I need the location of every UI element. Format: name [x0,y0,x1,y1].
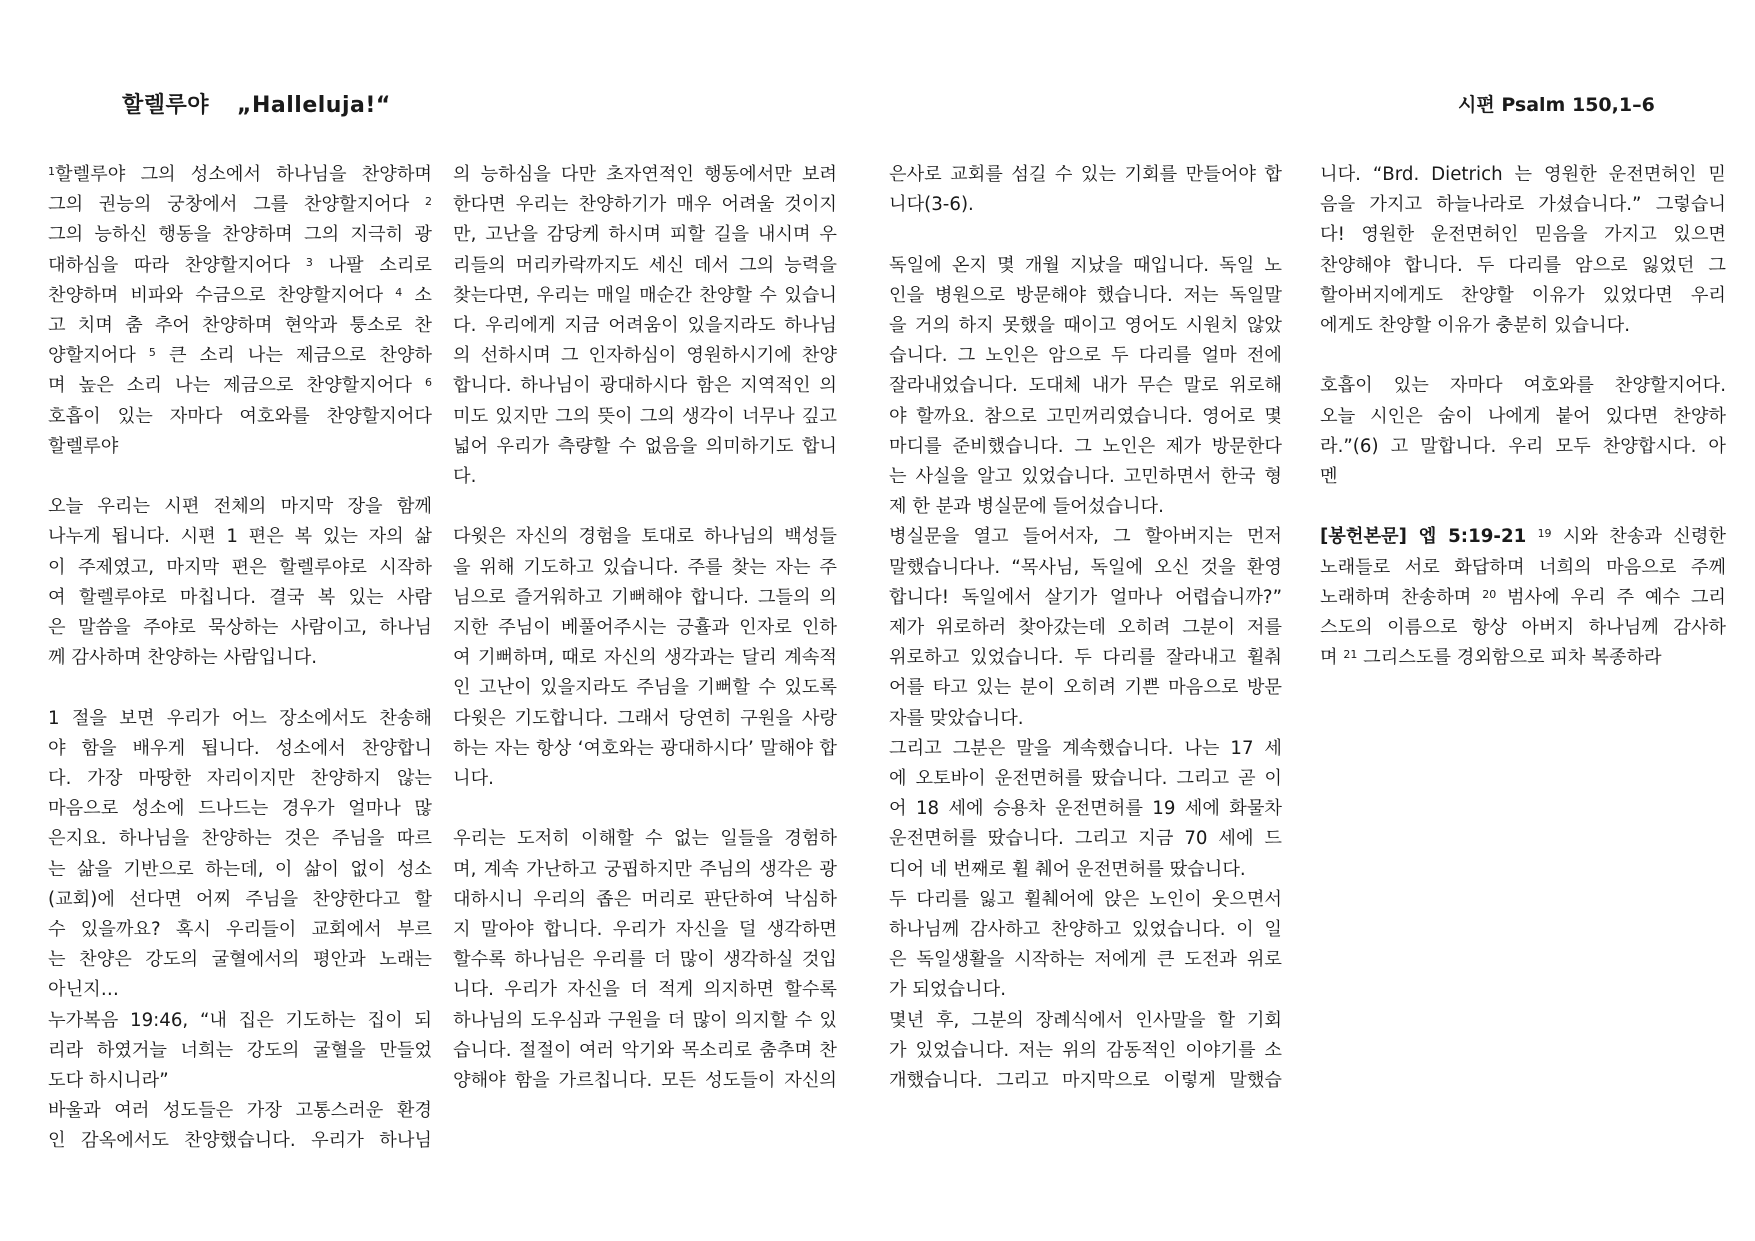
text-line [453,251,837,281]
line-text: 가 되었습니다. [889,979,1006,1001]
line-text: 음을 가지고 하늘나라로 가셨습니다.” 그렇습니 [1320,194,1726,216]
text-line [1320,613,1726,643]
line-text: 을 거의 하지 못했을 때이고 영어도 시원치 않았 [889,315,1282,336]
line-text: 는 삶을 기반으로 하는데, 이 삶이 없이 성소 [48,858,432,880]
line-text: 대하심을 따라 찬양할지어다 [48,254,291,276]
text-line [889,432,1282,462]
line-text: 은사로 교회를 섬길 수 있는 기회를 만들어야 합 [889,164,1282,185]
text-line [889,945,1282,975]
line-text: 며 높은 소리 나는 제금으로 찬양할지어다 [48,375,412,397]
line-text: 의 능하심을 다만 초자연적인 행동에서만 보려 [453,164,837,185]
line-text: 1 절을 보면 우리가 어느 장소에서도 찬송해 [48,707,432,729]
text-line [453,734,837,764]
text-line [48,1066,432,1096]
line-text: 다윗은 자신의 경험을 토대로 하나님의 백성들 [453,526,837,548]
text-line [1320,402,1726,432]
line-text: 호흡이 있는 자마다 여호와를 찬양할지어다. [1320,375,1726,397]
line-text: 양해야 함을 가르칩니다. 모든 성도들이 자신의 [453,1070,837,1092]
text-line [453,764,837,794]
text-line [453,975,837,1005]
line-text: 한다면 우리는 찬양하기가 매우 어려울 것이지 [453,194,837,216]
text-line [889,885,1282,915]
text-line [1320,522,1726,552]
line-text: 인 고난이 있을지라도 주님을 기뻐할 수 있도록 [453,677,837,699]
line-text: 다. [453,466,477,488]
text-line [453,613,837,643]
scripture-reference: 시편 Psalm 150,1–6 [1458,94,1655,116]
line-text: 다. 우리에게 지금 어려움이 있을지라도 하나님 [453,315,837,337]
line-text: 야 함을 배우게 됩니다. 성소에서 찬양합니 [48,737,432,759]
line-text: 누가복음 19:46, “내 집은 기도하는 집이 되 [48,1009,432,1031]
offering-text-label: [봉헌본문] 엡 5:19-21 [1320,526,1527,548]
text-line [48,492,432,522]
verse-number: 19 [1537,527,1552,541]
line-text: 습니다. 절절이 여러 악기와 목소리로 춤추며 찬 [453,1039,837,1061]
line-text: 멘 [1320,466,1338,488]
line-text: 말했습니다나. “목사님, 독일에 오신 것을 환영 [889,556,1282,578]
text-line [453,704,837,734]
text-line [453,220,837,250]
line-text: 병실문을 열고 들어서자, 그 할아버지는 먼저 [889,526,1282,548]
line-text: 다윗은 기도합니다. 그래서 당연히 구원을 사랑 [453,707,837,729]
text-line [48,1126,432,1156]
line-text: 대하시니 우리의 좁은 머리로 판단하여 낙심하 [453,888,837,910]
text-line [48,553,432,583]
line-text: 잘라내었습니다. 도대체 내가 무슨 말로 위로해 [889,375,1282,397]
line-text: 독일에 온지 몇 개월 지났을 때입니다. 독일 노 [889,254,1282,276]
text-line [48,855,432,885]
text-line [48,432,432,462]
text-line [453,341,837,371]
text-line [48,371,432,401]
text-line [48,190,432,220]
verse-number: 2 [425,195,432,209]
text-line [889,613,1282,643]
line-text: 몇년 후, 그분의 장례식에서 인사말을 할 기회 [889,1009,1282,1031]
line-text: 은 말씀을 주야로 묵상하는 사람이고, 하나님 [48,617,432,639]
text-line [453,643,837,673]
text-line [48,583,432,613]
line-text: 오늘 시인은 숨이 나에게 붙어 있다면 찬양하 [1320,405,1726,427]
verse-number: 3 [305,255,313,269]
line-text: 그의 능하신 행동을 찬양하며 그의 지극히 광 [48,224,432,246]
paragraph-spacer [1320,341,1726,371]
line-text: 나누게 됩니다. 시편 1 편은 복 있는 자의 삶 [48,526,432,548]
line-text: 합니다! 독일에서 살기가 얼마나 어렵습니까?” [889,586,1282,608]
text-line [48,975,432,1005]
line-text: 할렐루야 [48,435,119,457]
line-text: 며, 계속 가난하고 궁핍하지만 주님의 생각은 광 [453,858,837,880]
verse-number: 5 [148,346,156,360]
line-text: 라.”(6) 고 말합니다. 우리 모두 찬양합시다. 아 [1320,435,1726,457]
line-text: 에 오토바이 운전면허를 땄습니다. 그리고 곧 이 [889,768,1282,790]
text-line [453,311,837,341]
line-text: 며 [1320,647,1338,669]
line-text: 도다 하시니라” [48,1070,169,1092]
line-text: 시와 찬송과 신령한 [1551,526,1726,548]
line-text: 노래들로 서로 화답하며 너희의 마음으로 주께 [1320,556,1726,578]
text-line [889,583,1282,613]
line-text: 스도의 이름으로 항상 아버지 하나님께 감사하 [1320,617,1726,639]
text-line [48,402,432,432]
paragraph-spacer [48,462,432,492]
text-line [889,251,1282,281]
line-text: 오늘 우리는 시편 전체의 마지막 장을 함께 [48,496,432,518]
line-text: 넓어 우리가 측량할 수 없음을 의미하기도 합니 [453,435,837,457]
text-line [453,432,837,462]
text-line [48,220,432,250]
text-line [48,251,432,281]
text-line [453,1006,837,1036]
line-text: 마디를 준비했습니다. 그 노인은 제가 방문한다 [889,435,1282,457]
gods-power-paragraph [453,160,837,492]
text-line [48,1036,432,1066]
line-text: 니다. 우리가 자신을 더 적게 의지하면 할수록 [453,979,837,1001]
text-line [453,190,837,220]
line-text: 양할지어다 [48,345,136,367]
intro-paragraph [48,492,432,673]
line-text: 의 선하시며 그 인자하심이 영원하시기에 찬양 [453,345,837,367]
text-line [48,1006,432,1036]
verse-number: 6 [425,376,432,390]
column-1 [48,160,432,1157]
line-text: 은지요. 하나님을 찬양하는 것은 주님을 따르 [48,828,432,850]
text-line [889,673,1282,703]
text-line [453,1066,837,1096]
line-text: 을 위해 기도하고 있습니다. 주를 찾는 자는 주 [453,556,837,578]
sermon-title [122,88,391,119]
line-text: 범사에 우리 주 예수 그리 [1496,586,1726,608]
text-line [48,734,432,764]
closing-paragraph [1320,371,1726,492]
text-line [889,975,1282,1005]
text-line [889,462,1282,492]
line-text: 니다. “Brd. Dietrich 는 영원한 운전면허인 믿 [1320,164,1726,185]
line-text: 노래하며 찬송하며 [1320,586,1472,608]
text-line [453,160,837,190]
verse-number: 20 [1482,587,1497,601]
serve-church-paragraph [889,160,1282,220]
title-german: „Halleluja!“ [237,93,391,118]
offering-text-paragraph [1320,522,1726,673]
text-line [889,190,1282,220]
text-line [453,945,837,975]
text-line [1320,311,1726,341]
line-text: 는 사실을 알고 있었습니다. 고민하면서 한국 형 [889,466,1282,488]
line-text: 는 찬양은 강도의 굴혈에서의 평안과 노래는 [48,949,432,971]
line-text: 니다. [453,768,494,790]
text-line [48,341,432,371]
text-line [889,1066,1282,1096]
text-line [453,522,837,552]
line-text: 할아버지에게도 찬양할 이유가 있었다면 우리 [1320,284,1726,306]
line-text: 바울과 여러 성도들은 가장 고통스러운 환경 [48,1100,432,1122]
text-line [1320,281,1726,311]
line-text: 하는 자는 항상 ‘여호와는 광대하시다’ 말해야 합 [453,737,837,759]
text-line [1320,462,1726,492]
text-line [889,281,1282,311]
line-text: 가 있었습니다. 저는 위의 감동적인 이야기를 소 [889,1039,1282,1061]
line-text: 지 말아야 합니다. 우리가 자신을 덜 생각하면 [453,919,837,941]
line-text: 리라 하였거늘 너희는 강도의 굴혈을 만들었 [48,1039,432,1061]
text-line [1320,220,1726,250]
line-text: 우리는 도저히 이해할 수 없는 일들을 경험하 [453,828,837,850]
line-text: 운전면허를 땄습니다. 그리고 지금 70 세에 드 [889,828,1282,850]
text-line [1320,371,1726,401]
text-line [48,915,432,945]
line-text: 제 한 분과 병실문에 들어섰습니다. [889,496,1164,518]
text-line [889,492,1282,522]
line-text: 할수록 하나님은 우리를 더 많이 생각하실 것입 [453,949,837,971]
text-line [453,583,837,613]
text-line [48,160,432,190]
paragraph-spacer [1320,492,1726,522]
text-line [48,522,432,552]
column-3 [889,160,1282,1096]
line-text: 어 18 세에 승용차 운전면허를 19 세에 화물차 [889,798,1282,820]
text-line [453,855,837,885]
line-text: 에게도 찬양할 이유가 충분히 있습니다. [1320,315,1631,337]
column-4 [1320,160,1726,673]
text-line [1320,643,1726,673]
text-line [889,855,1282,885]
text-line [1320,583,1726,613]
line-text: 자를 맞았습니다. [889,707,1024,729]
text-line [48,613,432,643]
text-line [889,553,1282,583]
funeral-paragraph [1320,160,1726,341]
line-text: 위로하고 있었습니다. 두 다리를 잘라내고 휠춰 [889,647,1282,669]
text-line [889,1006,1282,1036]
line-text: 합니다. 하나님이 광대하시다 함은 지역적인 의 [453,375,837,397]
text-line [48,794,432,824]
text-line [889,764,1282,794]
line-text: 디어 네 번째로 휠 췌어 운전면허를 땄습니다. [889,858,1246,880]
text-line [48,885,432,915]
line-text: 습니다. 그 노인은 암으로 두 다리를 얼마 전에 [889,345,1282,367]
line-text: 어를 타고 있는 분이 오히려 기쁜 마음으로 방문 [889,677,1282,699]
text-line [889,824,1282,854]
text-line [453,553,837,583]
text-line [889,734,1282,764]
line-text: 찬양하며 비파와 수금으로 찬양할지어다 [48,284,384,306]
text-line [1320,432,1726,462]
david-paragraph [453,522,837,794]
text-line [889,794,1282,824]
text-line [1320,160,1726,190]
text-line [48,643,432,673]
line-text: 제가 위로하러 찾아갔는데 오히려 그분이 저를 [889,617,1282,639]
verse-number: 4 [395,285,403,299]
text-line [453,1036,837,1066]
line-text: 그리스도를 경외함으로 피차 복종하라 [1357,647,1662,669]
text-line [453,673,837,703]
line-text: 미도 있지만 그의 뜻이 그의 생각이 너무나 깊고 [453,405,837,427]
text-line [48,704,432,734]
text-line [48,764,432,794]
text-line [889,915,1282,945]
line-text: 야 할까요. 참으로 고민꺼리였습니다. 영어로 몇 [889,405,1282,427]
line-text: 리들의 머리카락까지도 세신 데서 그의 능력을 [453,254,837,276]
text-line [889,402,1282,432]
text-line [48,945,432,975]
paragraph-spacer [453,794,837,824]
text-line [453,824,837,854]
line-text: 두 다리를 잃고 휠췌어에 앉은 노인이 웃으면서 [889,888,1282,910]
line-text: 호흡이 있는 자마다 여호와를 찬양할지어다 [48,405,432,427]
line-text: 하나님의 도우심과 구원을 더 많이 의지할 수 있 [453,1009,837,1031]
line-text: 고 치며 춤 추어 찬양하며 현악과 퉁소로 찬 [48,315,432,337]
text-line [453,402,837,432]
text-line [48,1096,432,1126]
incomprehensible-paragraph [453,824,837,1096]
line-text: 인을 병원으로 방문해야 했습니다. 저는 독일말 [889,284,1282,306]
line-text: 다! 영원한 운전면허인 믿음을 가지고 있으면 [1320,224,1726,246]
line-text: 아닌지… [48,979,119,1001]
text-line [48,281,432,311]
page-header [0,0,1755,130]
line-text: 나팔 소리로 [312,254,432,276]
text-line [1320,251,1726,281]
text-line [453,885,837,915]
line-text: 할렐루야 그의 성소에서 하나님을 찬양하며 [55,164,432,185]
text-line [1320,553,1726,583]
text-line [1320,190,1726,220]
paragraph-spacer [48,673,432,703]
paragraph-spacer [453,492,837,522]
text-line [889,704,1282,734]
line-text: 하나님께 감사하고 찬양하고 있었습니다. 이 일 [889,919,1282,941]
line-text: 만, 고난을 감당케 하시며 피할 길을 내시며 우 [453,224,837,246]
column-2 [453,160,837,1096]
line-text: 그리고 그분은 말을 계속했습니다. 나는 17 세 [889,737,1282,759]
germany-story-paragraph [889,251,1282,1097]
line-text: 수 있을까요? 혹시 우리들이 교회에서 부르 [48,919,432,941]
line-text: 그의 권능의 궁창에서 그를 찬양할지어다 [48,194,410,216]
line-text: 여 기뻐하며, 때로 자신의 생각과는 달리 계속적 [453,647,837,669]
text-line [48,311,432,341]
text-line [889,522,1282,552]
line-text: 님으로 즐거워하고 기뻐해야 합니다. 그들의 의 [453,586,837,608]
line-text: (교회)에 선다면 어찌 주님을 찬양한다고 할 [48,888,432,910]
text-line [889,160,1282,190]
text-line [889,643,1282,673]
line-text: 여 할렐루야로 마칩니다. 결국 복 있는 사람 [48,586,432,608]
paragraph-spacer [889,220,1282,250]
text-line [889,341,1282,371]
title-korean: 할렐루야 [122,93,210,118]
line-text: 찾는다면, 우리는 매일 매순간 찬양할 수 있습니 [453,284,837,306]
text-line [453,371,837,401]
verse-1-paragraph [48,704,432,1157]
text-line [889,311,1282,341]
text-line [889,1036,1282,1066]
line-text: 다. 가장 마땅한 자리이지만 찬양하지 않는 [48,768,432,790]
line-text: 니다(3-6). [889,194,974,216]
line-text: 찬양해야 합니다. 두 다리를 암으로 잃었던 그 [1320,254,1726,276]
scripture-psalm-150 [48,160,432,462]
line-text: 께 감사하며 찬양하는 사람입니다. [48,647,318,669]
verse-number: 1 [48,165,55,178]
line-text: 인 감옥에서도 찬양했습니다. 우리가 하나님 [48,1130,432,1152]
line-text: 개했습니다. 그리고 마지막으로 이렇게 말했습 [889,1070,1282,1092]
text-line [48,824,432,854]
line-text: 이 주제였고, 마지막 편은 할렐루야로 시작하 [48,556,432,578]
text-line [453,462,837,492]
line-text: 은 독일생활을 시작하는 저에게 큰 도전과 위로 [889,949,1282,971]
text-line [889,371,1282,401]
text-line [453,915,837,945]
line-text: 큰 소리 나는 제금으로 찬양하 [155,345,432,367]
verse-number: 21 [1343,648,1358,662]
text-line [453,281,837,311]
line-text: 지한 주님이 베풀어주시는 긍휼과 인자로 인하 [453,617,837,639]
line-text: 마음으로 성소에 드나드는 경우가 얼마나 많 [48,798,432,820]
line-text: 소 [402,284,432,306]
